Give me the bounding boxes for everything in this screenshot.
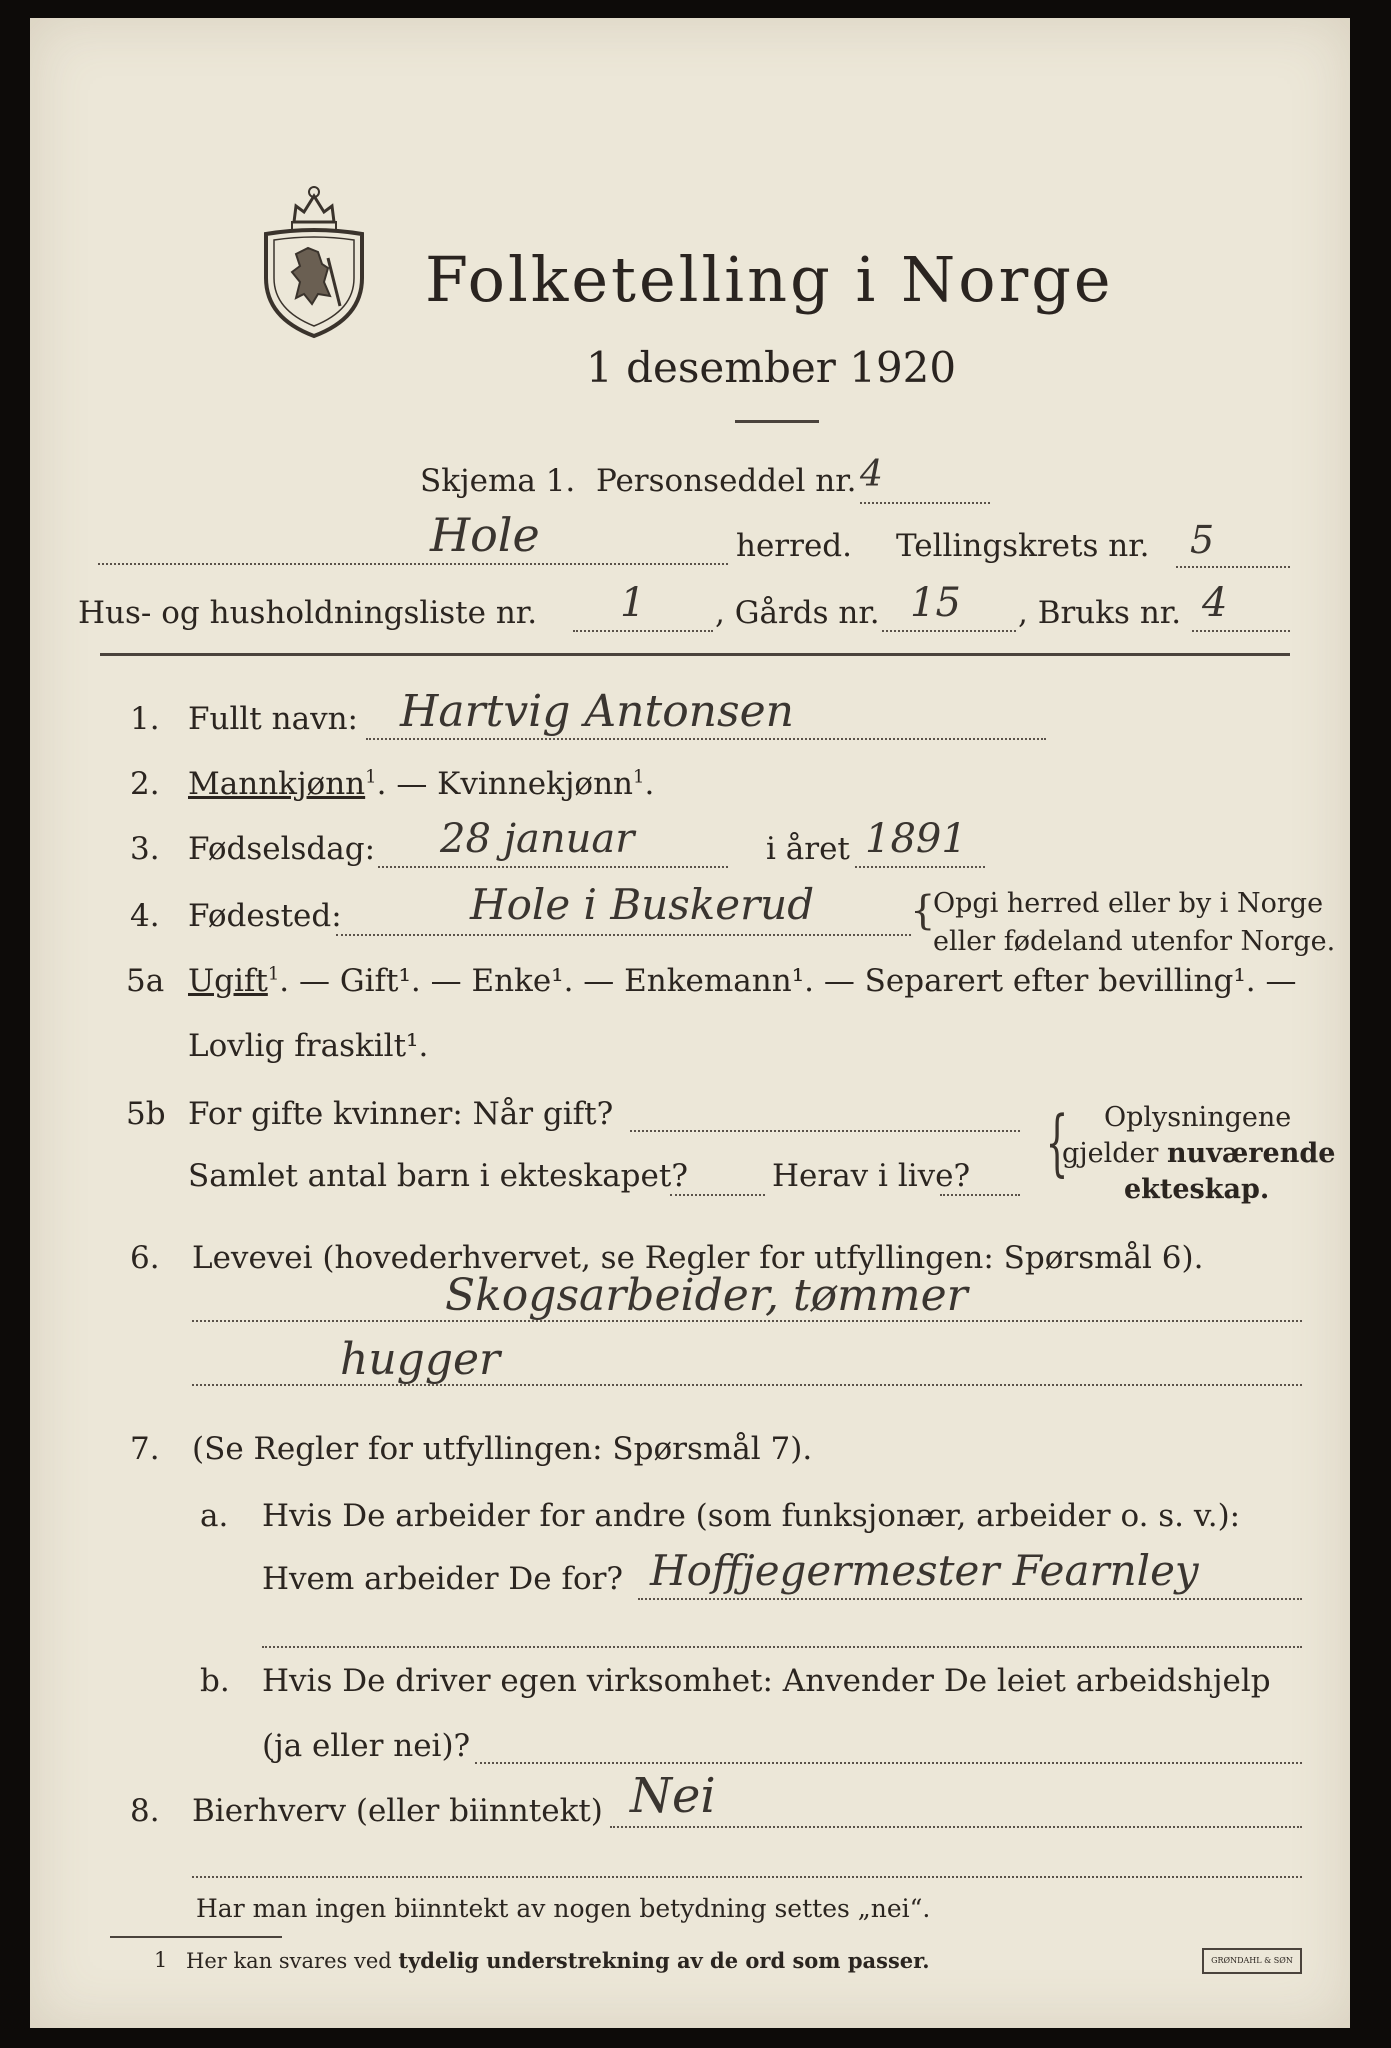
q7a-extra-line: [262, 1646, 1302, 1648]
q7b-line2: (ja eller nei)?: [262, 1728, 471, 1764]
q2-male-option: Mannkjønn: [188, 766, 366, 802]
q3-label: Fødselsdag:: [188, 831, 376, 867]
q4-note-line2: eller fødeland utenfor Norge.: [933, 926, 1336, 957]
q7b-letter: b.: [200, 1663, 230, 1699]
form-title: Folketelling i Norge: [425, 243, 1114, 316]
personseddel-label: Personseddel nr.: [596, 463, 857, 499]
hus-label: Hus- og husholdningsliste nr.: [78, 595, 538, 631]
q5b-married-line: [630, 1130, 1020, 1132]
footnote-text-b: tydelig understrekning av de ord som passer.: [398, 1948, 930, 1973]
q5b-note-line1: Oplysningene: [1104, 1102, 1292, 1133]
footnote-text-a: Her kan svares ved: [186, 1949, 399, 1973]
herred-line: [98, 563, 728, 565]
section-divider: [100, 653, 1290, 656]
q5a-other-options: . — Gift¹. — Enke¹. — Enkemann¹. — Separert efter bevilling¹. —: [279, 963, 1297, 999]
q3-year-value: 1891: [865, 816, 967, 862]
q1-label: Fullt navn:: [188, 701, 358, 737]
q5b-number: 5b: [126, 1096, 166, 1132]
herred-value: Hole: [430, 508, 540, 562]
q4-birthplace-value: Hole i Buskerud: [470, 880, 815, 929]
q3-number: 3.: [130, 831, 160, 867]
footnote-rule: [110, 1936, 282, 1938]
q5b-line2a: Samlet antal barn i ekteskapet?: [188, 1158, 688, 1194]
q5b-children-line: [670, 1194, 765, 1196]
tellingskrets-line: [1176, 566, 1290, 568]
q2-separator: . —: [376, 766, 438, 802]
footnote-text: [186, 1948, 930, 1973]
q5a-number: 5a: [126, 963, 165, 999]
tellingskrets-label: Tellingskrets nr.: [896, 528, 1150, 564]
q2-end: .: [644, 766, 655, 802]
q8-line2: [192, 1876, 1302, 1878]
hus-value: 1: [620, 580, 646, 626]
q1-full-name: Hartvig Antonsen: [400, 686, 794, 737]
q5b-line2b: Herav i live?: [772, 1158, 971, 1194]
q3-line: [378, 866, 728, 868]
q1-number: 1.: [130, 701, 160, 737]
q8-label: Bierhverv (eller biinntekt): [192, 1793, 603, 1829]
q5b-note-naverende: nuværende: [1167, 1138, 1336, 1169]
bruks-value: 4: [1202, 580, 1228, 626]
q8-line1: [610, 1826, 1302, 1828]
q6-occupation-line1: Skogsarbeider, tømmer: [445, 1270, 968, 1321]
q8-value: Nei: [630, 1768, 716, 1824]
q4-label: Fødested:: [188, 898, 342, 934]
q6-label: Levevei (hovederhvervet, se Regler for utfyllingen: Spørsmål 6).: [192, 1240, 1204, 1276]
q5a-ugift-option: Ugift: [188, 963, 268, 999]
q7a-line1: Hvis De arbeider for andre (som funksjonær, arbeider o. s. v.):: [262, 1498, 1241, 1534]
q5b-note-line2: [1062, 1138, 1335, 1169]
q7b-answer-line: [475, 1762, 1302, 1764]
q6-occupation-line2: hugger: [340, 1334, 501, 1385]
norwegian-coat-of-arms-icon: [258, 178, 370, 343]
bruks-line: [1192, 630, 1290, 632]
q4-brace: {: [910, 888, 936, 934]
printer-stamp: GRØNDAHL & SØN: [1202, 1948, 1302, 1974]
q5b-line1: For gifte kvinner: Når gift?: [188, 1096, 614, 1132]
q5a-options: Ugift$^1$. — Gift¹. — Enke¹. — Enkemann¹. — Separert efter bevilling¹. —: [188, 963, 1297, 999]
q6-number: 6.: [130, 1240, 160, 1276]
q7a-line2: Hvem arbeider De for?: [262, 1561, 624, 1597]
footnote-mark: 1: [154, 1948, 168, 1972]
gards-value: 15: [910, 580, 961, 626]
title-rule: [735, 420, 819, 423]
census-date: 1 desember 1920: [586, 343, 957, 392]
schema-label: Skjema 1.: [420, 463, 576, 499]
q3-year-line: [855, 866, 985, 868]
tellingskrets-value: 5: [1190, 518, 1215, 562]
q2-female-option: Kvinnekjønn: [437, 766, 634, 802]
q4-number: 4.: [130, 898, 160, 934]
q7a-employer-value: Hoffjegermester Fearnley: [650, 1546, 1199, 1595]
herred-label: herred.: [736, 528, 852, 564]
q7a-employer-line: [638, 1598, 1302, 1600]
q7a-letter: a.: [200, 1498, 229, 1534]
q5b-note-gjelder: gjelder: [1062, 1138, 1168, 1169]
q2-options: Mannkjønn$^1$. — Kvinnekjønn$^1$.: [188, 766, 655, 802]
q3-birthday-value: 28 januar: [440, 816, 635, 862]
q5b-alive-line: [940, 1194, 1020, 1196]
q7-label: (Se Regler for utfyllingen: Spørsmål 7).: [192, 1431, 813, 1467]
census-form-page: [30, 18, 1350, 2028]
q5a-line2: Lovlig fraskilt¹.: [188, 1028, 429, 1064]
q8-number: 8.: [130, 1793, 160, 1829]
personseddel-line: [860, 502, 990, 504]
q4-note-line1: Opgi herred eller by i Norge: [933, 888, 1324, 919]
q1-line: [366, 738, 1046, 740]
q3-year-label: i året: [766, 831, 850, 867]
q4-line: [336, 934, 911, 936]
q5b-note-line3: ekteskap.: [1124, 1174, 1270, 1205]
gards-line: [882, 630, 1016, 632]
q2-number: 2.: [130, 766, 160, 802]
bruks-label: , Bruks nr.: [1018, 595, 1182, 631]
q5b-brace: {: [1045, 1100, 1069, 1184]
biinntekt-note: Har man ingen biinntekt av nogen betydning settes „nei“.: [196, 1894, 931, 1923]
hus-line: [573, 630, 713, 632]
personseddel-value: 4: [860, 454, 883, 495]
q7-number: 7.: [130, 1431, 160, 1467]
q7b-line1: Hvis De driver egen virksomhet: Anvender De leiet arbeidshjelp: [262, 1663, 1271, 1699]
gards-label: , Gårds nr.: [715, 595, 880, 631]
